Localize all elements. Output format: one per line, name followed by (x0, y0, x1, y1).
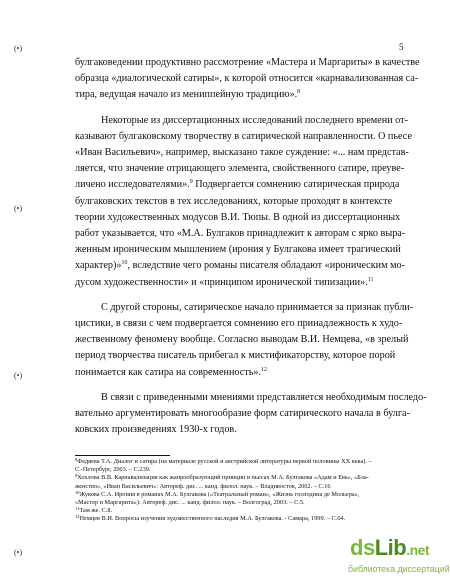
text-line (75, 316, 407, 332)
footnote-text: Там же. С.8. (79, 507, 113, 515)
text-line (75, 348, 407, 364)
text-line (75, 210, 407, 226)
text-line (75, 226, 407, 242)
footnote-text: Жукова С.А. Ирония в романах М.А. Булгакова («Театральный роман», «Жизнь господина де Мольера», (79, 490, 360, 498)
text-run: С другой стороны, сатирическое начало принимается за признак публи- (101, 301, 414, 313)
text-line (75, 300, 414, 316)
watermark-logo-ds: ds (350, 535, 375, 560)
footnote-line (75, 458, 407, 466)
text-run: теории художественных модусов В.И. Тюпы. В одной из диссертационных (75, 211, 401, 223)
text-run: понимается как сатира на современность». (75, 366, 262, 378)
text-line (75, 275, 407, 291)
footnote-text: «Мастер и Маргарита»): Автореф. дис. ... канд. филол. наук. – Волгоград, 2003. – С.5. (75, 499, 305, 507)
text-run: личено исследователями». (75, 179, 190, 191)
text-run: период творчества писатель прибегал к мистификаторству, которое порой (75, 350, 396, 362)
footnote-mark: 8 (75, 457, 78, 462)
watermark-logo-lib: Lib (374, 535, 407, 560)
text-line (75, 145, 407, 161)
footnote-line (75, 491, 407, 499)
footnote-line (75, 515, 407, 523)
text-line (75, 55, 420, 71)
footnote-ref: 10 (121, 260, 128, 267)
text-run: ляется, что значение отрицающего элемента, свойственного сатире, преувe- (75, 163, 405, 175)
footnote-ref: 11 (367, 276, 374, 283)
footnotes (75, 458, 407, 524)
binding-mark: (•) (14, 371, 23, 380)
text-run: образца «диалогической сатиры», к которой относится «карнавализованная са- (75, 73, 419, 85)
text-run: булгаковских текстов в тех исследованиях, которые проходят в контексте (75, 195, 393, 207)
text-run: ковских произведениях 1930-х годов. (75, 424, 237, 436)
text-run: В связи с приведенными мнениями представляется необходимым последо- (101, 391, 427, 403)
text-line (75, 406, 410, 422)
text-run: жественному феномену вообще. Согласно выводам В.И. Немцева, «в зрелый (75, 334, 409, 346)
footnote-text: женство», «Иван Васильевич»: Автореф. дис. ... канд. филол. наук. – Владивосток, 2002. – С.16 (75, 482, 331, 490)
footnote-line (75, 474, 407, 482)
text-line (75, 194, 407, 210)
text-run: казывают булгаковскому творчеству в сатирической направленности. О пьесе (75, 130, 412, 142)
text-run: «Иван Васильевич», например, высказано такое суждение: «... нам представ- (75, 147, 409, 159)
text-run: дусом художественности» и «принципом иронической типизации». (75, 276, 368, 288)
text-run: цистики, в связи с чем подвергается сомнению его принадлежность к худо- (75, 318, 403, 330)
footnote-ref: 12 (261, 366, 268, 373)
footnote-text: Хохлова В.В. Карнавализация как жанрообразующий принцип в пьесах М.А. Булгакова «Адам и Ева», «Бла- (77, 474, 369, 482)
footnote-line (75, 499, 407, 507)
body-text (75, 55, 427, 438)
text-line (75, 390, 427, 406)
footnote-mark: 12 (75, 514, 80, 520)
text-line (75, 129, 412, 145)
text-line (75, 177, 407, 193)
footnote-rule (75, 455, 170, 456)
footnote-mark: 11 (75, 506, 80, 512)
binding-mark: (•) (14, 44, 23, 53)
text-run: , вследствие чего романы писателя обладают «ироническим мо- (127, 260, 406, 272)
footnote-mark: 10 (75, 489, 80, 495)
text-line (75, 332, 407, 348)
footnote-line (75, 483, 407, 491)
text-line (75, 258, 407, 274)
footnote-text: Федяева Т.А. Диалог и сатира (на материале русской и австрийской литературы первой половины XX века). – (77, 458, 372, 465)
text-line (75, 365, 407, 381)
footnote-text: Немцев В.И. Вопросы изучения художественного наследия М.А. Булгакова. - Самара, 1999. – С.64. (79, 515, 346, 523)
text-line (75, 113, 407, 129)
text-line (75, 242, 407, 258)
text-run: Подвергается сомнению сатирическая природа (192, 179, 400, 191)
watermark[interactable] (330, 533, 450, 582)
watermark-logo-net: .net (406, 542, 430, 558)
text-run: булгаковедении продуктивно рассмотрение «Мастера и Маргариты» в качестве (75, 57, 420, 68)
watermark-subtitle: библиотека диссертаций (348, 564, 450, 574)
text-line (75, 422, 407, 438)
footnote-ref: 9 (189, 179, 193, 186)
page-number: 5 (399, 42, 404, 52)
footnote-mark: 9 (75, 473, 78, 479)
text-run: женным ироническим мышлением (ирония у Булгакова имеет трагический (75, 244, 401, 256)
text-run: Некоторые из диссертационных исследований последнего времени от- (101, 114, 408, 126)
text-run: вательно аргументировать многообразие форм сатирического начала в булга- (75, 408, 410, 420)
text-line (75, 161, 407, 177)
text-run: характер)» (75, 260, 122, 272)
footnote-ref: 8 (297, 89, 301, 96)
text-run: тира, ведущая начало из мениппейную традицию». (75, 89, 298, 101)
binding-mark: (•) (14, 204, 23, 213)
watermark-logo (350, 535, 429, 561)
text-line (75, 71, 419, 87)
footnote-text: С.-Петербург, 2003. – С.239. (75, 466, 151, 474)
text-line (75, 87, 407, 103)
text-run: работ указывается, что «М.А. Булгаков принадлежит к авторам с ярко выра- (75, 228, 406, 240)
binding-mark: (•) (14, 548, 23, 557)
